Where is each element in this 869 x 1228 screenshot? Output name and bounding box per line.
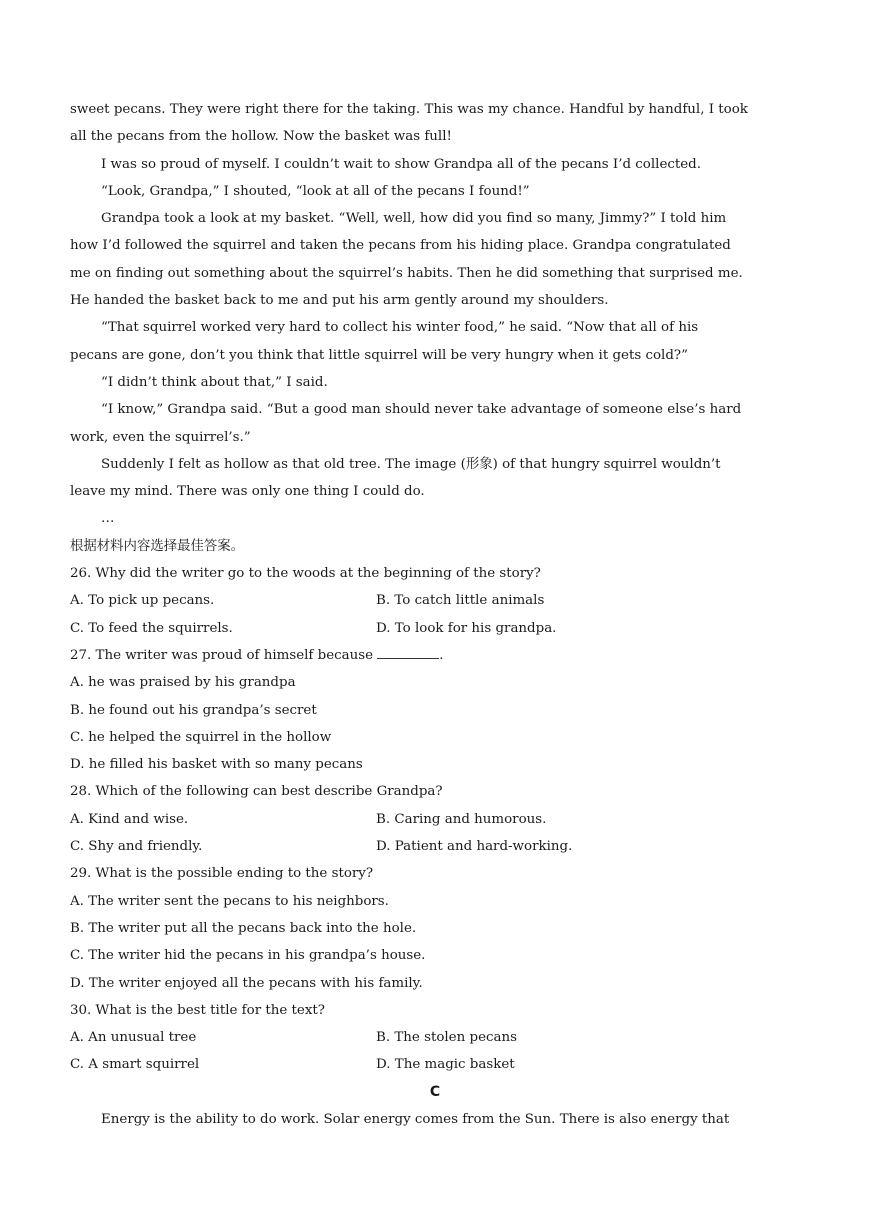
option-28-b: B. Caring and humorous. — [376, 811, 547, 827]
option-27-d: D. he filled his basket with so many pecans — [70, 757, 363, 773]
passage-line: “That squirrel worked very hard to collect his winter food,” he said. “Now that all of his — [101, 320, 699, 336]
option-30-c: C. A smart squirrel — [70, 1057, 200, 1073]
document-page — [70, 96, 800, 1133]
option-26-a: A. To pick up pecans. — [70, 593, 215, 609]
passage-line: sweet pecans. They were right there for the taking. This was my chance. Handful by handful, I took — [70, 102, 748, 117]
passage-line: “I didn’t think about that,” I said. — [101, 374, 328, 390]
option-29-a: A. The writer sent the pecans to his neighbors. — [70, 893, 389, 909]
passage-line: how I’d followed the squirrel and taken the pecans from his hiding place. Grandpa congratulated — [70, 238, 731, 254]
question-stem-26: 26. Why did the writer go to the woods at the beginning of the story? — [70, 566, 541, 582]
option-26-d: D. To look for his grandpa. — [376, 620, 557, 636]
section-heading: C — [429, 1083, 441, 1100]
options-row — [70, 1051, 800, 1078]
question-stem-27-text: 27. The writer was proud of himself because — [70, 647, 378, 663]
passage-line: He handed the basket back to me and put his arm gently around my shoulders. — [70, 293, 609, 309]
option-30-b: B. The stolen pecans — [376, 1030, 517, 1046]
answer-blank — [377, 644, 439, 659]
passage-line: Suddenly I felt as hollow as that old tree. The image (形象) of that hungry squirrel wouldn’t — [101, 456, 721, 472]
options-row — [70, 615, 800, 642]
options-row — [70, 587, 800, 614]
options-row — [70, 806, 800, 833]
question-stem-28: 28. Which of the following can best describe Grandpa? — [70, 784, 443, 800]
option-27-b: B. he found out his grandpa’s secret — [70, 702, 317, 718]
question-stem-29: 29. What is the possible ending to the story? — [70, 866, 374, 882]
option-26-b: B. To catch little animals — [376, 593, 545, 609]
option-29-d: D. The writer enjoyed all the pecans with his family. — [70, 975, 423, 991]
option-27-c: C. he helped the squirrel in the hollow — [70, 729, 332, 745]
question-stem-27-end: . — [439, 647, 444, 663]
option-27-a: A. he was praised by his grandpa — [70, 675, 296, 691]
passage-line: Grandpa took a look at my basket. “Well, well, how did you find so many, Jimmy?” I told him — [101, 211, 727, 227]
ellipsis: … — [101, 511, 115, 527]
options-row — [70, 833, 800, 860]
option-28-a: A. Kind and wise. — [70, 811, 189, 827]
passage-line: me on finding out something about the squirrel’s habits. Then he did something that surprised me. — [70, 265, 743, 281]
options-row — [70, 1024, 800, 1051]
passage-line: “I know,” Grandpa said. “But a good man should never take advantage of someone else’s hard — [101, 402, 742, 418]
instruction: 根据材料内容选择最佳答案。 — [70, 538, 245, 554]
option-28-d: D. Patient and hard-working. — [376, 839, 573, 855]
option-30-d: D. The magic basket — [376, 1057, 515, 1073]
passage-line: “Look, Grandpa,” I shouted, “look at all of the pecans I found!” — [101, 183, 530, 199]
option-26-c: C. To feed the squirrels. — [70, 620, 233, 636]
passage-line: leave my mind. There was only one thing I could do. — [70, 484, 425, 500]
question-stem-27 — [70, 642, 800, 669]
option-30-a: A. An unusual tree — [70, 1030, 197, 1046]
passage-line: I was so proud of myself. I couldn’t wait to show Grandpa all of the pecans I’d collected. — [101, 156, 701, 172]
passage-line: pecans are gone, don’t you think that little squirrel will be very hungry when it gets cold?” — [70, 347, 688, 363]
option-29-b: B. The writer put all the pecans back into the hole. — [70, 920, 417, 936]
question-stem-30: 30. What is the best title for the text? — [70, 1002, 325, 1018]
passage-line: Energy is the ability to do work. Solar energy comes from the Sun. There is also energy that — [101, 1111, 730, 1127]
passage-line: all the pecans from the hollow. Now the basket was full! — [70, 129, 452, 145]
passage-line: work, even the squirrel’s.” — [70, 429, 251, 445]
option-29-c: C. The writer hid the pecans in his grandpa’s house. — [70, 948, 426, 964]
option-28-c: C. Shy and friendly. — [70, 839, 203, 855]
